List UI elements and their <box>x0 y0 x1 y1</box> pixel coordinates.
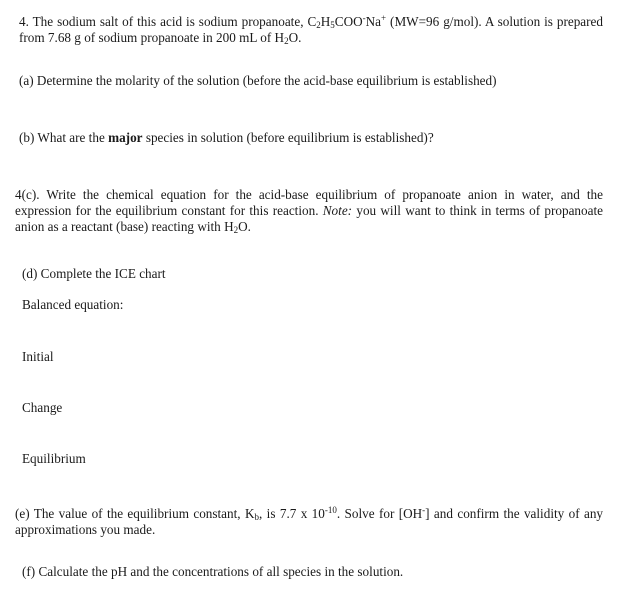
ice-row-change: Change <box>22 400 63 415</box>
ice-row-equilibrium: Equilibrium <box>22 451 86 466</box>
emphasis-major: major <box>108 130 143 145</box>
question-e: (e) The value of the equilibrium constant, $K_b$, is 7.7 x $10^{-10}$. Solve for [OH-] and confirm the validity of any approximations you made. <box>15 505 604 537</box>
question-a: (a) Determine the molarity of the solution (before the acid-base equilibrium is established) <box>19 73 497 88</box>
question-4-intro: 4. The sodium salt of this acid is sodium propanoate, $C_2H_5COO^-Na^+$ (MW=96 g/mol). A solution is prepared from 7.68 g of sodium propanoate in 200 mL of $H_2O$. <box>19 13 604 46</box>
note-label: Note: <box>322 203 353 218</box>
ice-row-initial: Initial <box>22 349 54 364</box>
question-d-title: (d) Complete the ICE chart <box>22 266 166 281</box>
question-c: 4(c). Write the chemical equation for the acid-base equilibrium of propanoate anion in water, and the expression for the equilibrium constant for this reaction. Note: you will want to think in terms of propanoate anion as a reactant (base) reacting with $H_2O$. <box>15 187 603 235</box>
question-b: (b) What are the major species in solution (before equilibrium is established)? <box>19 130 434 145</box>
question-number: 4. <box>19 14 29 29</box>
ice-balanced-equation-label: Balanced equation: <box>22 297 124 312</box>
question-f: (f) Calculate the pH and the concentrations of all species in the solution. <box>22 564 404 579</box>
